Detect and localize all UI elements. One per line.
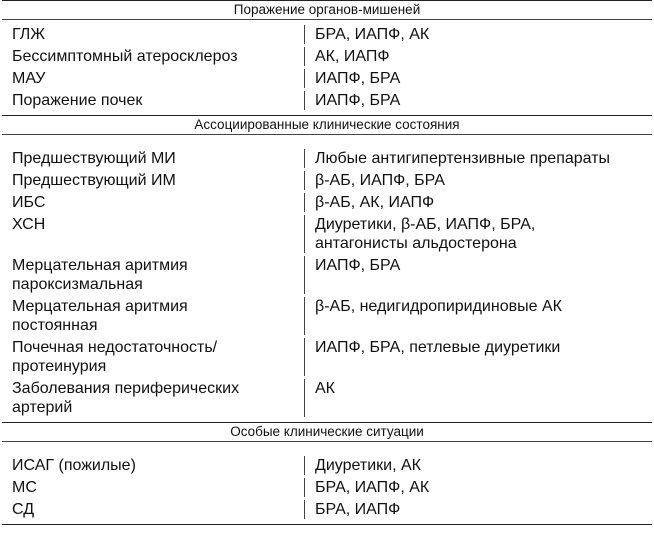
drugs-cell: БРА, ИАПФ, АК bbox=[304, 478, 652, 497]
drugs-cell: АК, ИАПФ bbox=[304, 47, 652, 66]
table-row bbox=[2, 500, 652, 519]
table-row bbox=[2, 379, 652, 417]
section-header-associated-conditions: Ассоциированные клинические состояния bbox=[2, 115, 652, 135]
table-row bbox=[2, 338, 652, 376]
table-row bbox=[2, 256, 652, 294]
drugs-cell: БРА, ИАПФ bbox=[304, 500, 652, 519]
condition-cell: Предшествующий ИМ bbox=[12, 172, 176, 189]
condition-cell: МС bbox=[12, 479, 37, 496]
drugs-cell: Диуретики, АК bbox=[304, 456, 652, 475]
table-row bbox=[2, 171, 652, 190]
drugs-cell: β-АБ, ИАПФ, БРА bbox=[304, 171, 652, 190]
condition-cell: Поражение почек bbox=[12, 92, 143, 109]
condition-cell: Предшествующий МИ bbox=[12, 150, 176, 167]
condition-cell: Заболевания периферических артерий bbox=[12, 380, 240, 416]
drugs-cell: ИАПФ, БРА, петлевые диуретики bbox=[304, 338, 652, 376]
condition-cell: ГЛЖ bbox=[12, 26, 46, 43]
condition-cell: МАУ bbox=[12, 70, 46, 87]
drugs-cell: Диуретики, β-АБ, ИАПФ, БРА, антагонисты альдостерона bbox=[304, 215, 652, 253]
condition-cell: Мерцательная аритмия постоянная bbox=[12, 298, 188, 334]
drugs-cell: ИАПФ, БРА bbox=[304, 91, 652, 110]
section-body-special-situations bbox=[2, 442, 652, 524]
drugs-cell: β-АБ, недигидропиридиновые АК bbox=[304, 297, 652, 335]
condition-cell: ХСН bbox=[12, 216, 46, 233]
condition-cell: Почечная недостаточность/ протеинурия bbox=[12, 339, 218, 375]
table-row bbox=[2, 69, 652, 88]
drugs-cell: АК bbox=[304, 379, 652, 417]
condition-cell: ИСАГ (пожилые) bbox=[12, 457, 136, 474]
condition-cell: Бессимптомный атеросклероз bbox=[12, 48, 238, 65]
table-row bbox=[2, 25, 652, 44]
table-row bbox=[2, 47, 652, 66]
drugs-cell: β-АБ, АК, ИАПФ bbox=[304, 193, 652, 212]
table-row bbox=[2, 478, 652, 497]
condition-cell: СД bbox=[12, 501, 35, 518]
drugs-cell: Любые антигипертензивные препараты bbox=[304, 149, 652, 168]
condition-cell: Мерцательная аритмия пароксизмальная bbox=[12, 257, 188, 293]
section-body-associated-conditions bbox=[2, 135, 652, 422]
table-row bbox=[2, 456, 652, 475]
table-row bbox=[2, 215, 652, 253]
drugs-cell: ИАПФ, БРА bbox=[304, 69, 652, 88]
table-row bbox=[2, 193, 652, 212]
condition-cell: ИБС bbox=[12, 194, 46, 211]
table-row bbox=[2, 91, 652, 110]
drugs-cell: ИАПФ, БРА bbox=[304, 256, 652, 294]
drugs-cell: БРА, ИАПФ, АК bbox=[304, 25, 652, 44]
section-body-target-organ-damage bbox=[2, 20, 652, 115]
section-header-target-organ-damage: Поражение органов-мишеней bbox=[2, 1, 652, 20]
table-row bbox=[2, 149, 652, 168]
section-header-special-situations: Особые клинические ситуации bbox=[2, 422, 652, 442]
table-row bbox=[2, 297, 652, 335]
therapy-table bbox=[2, 0, 652, 525]
